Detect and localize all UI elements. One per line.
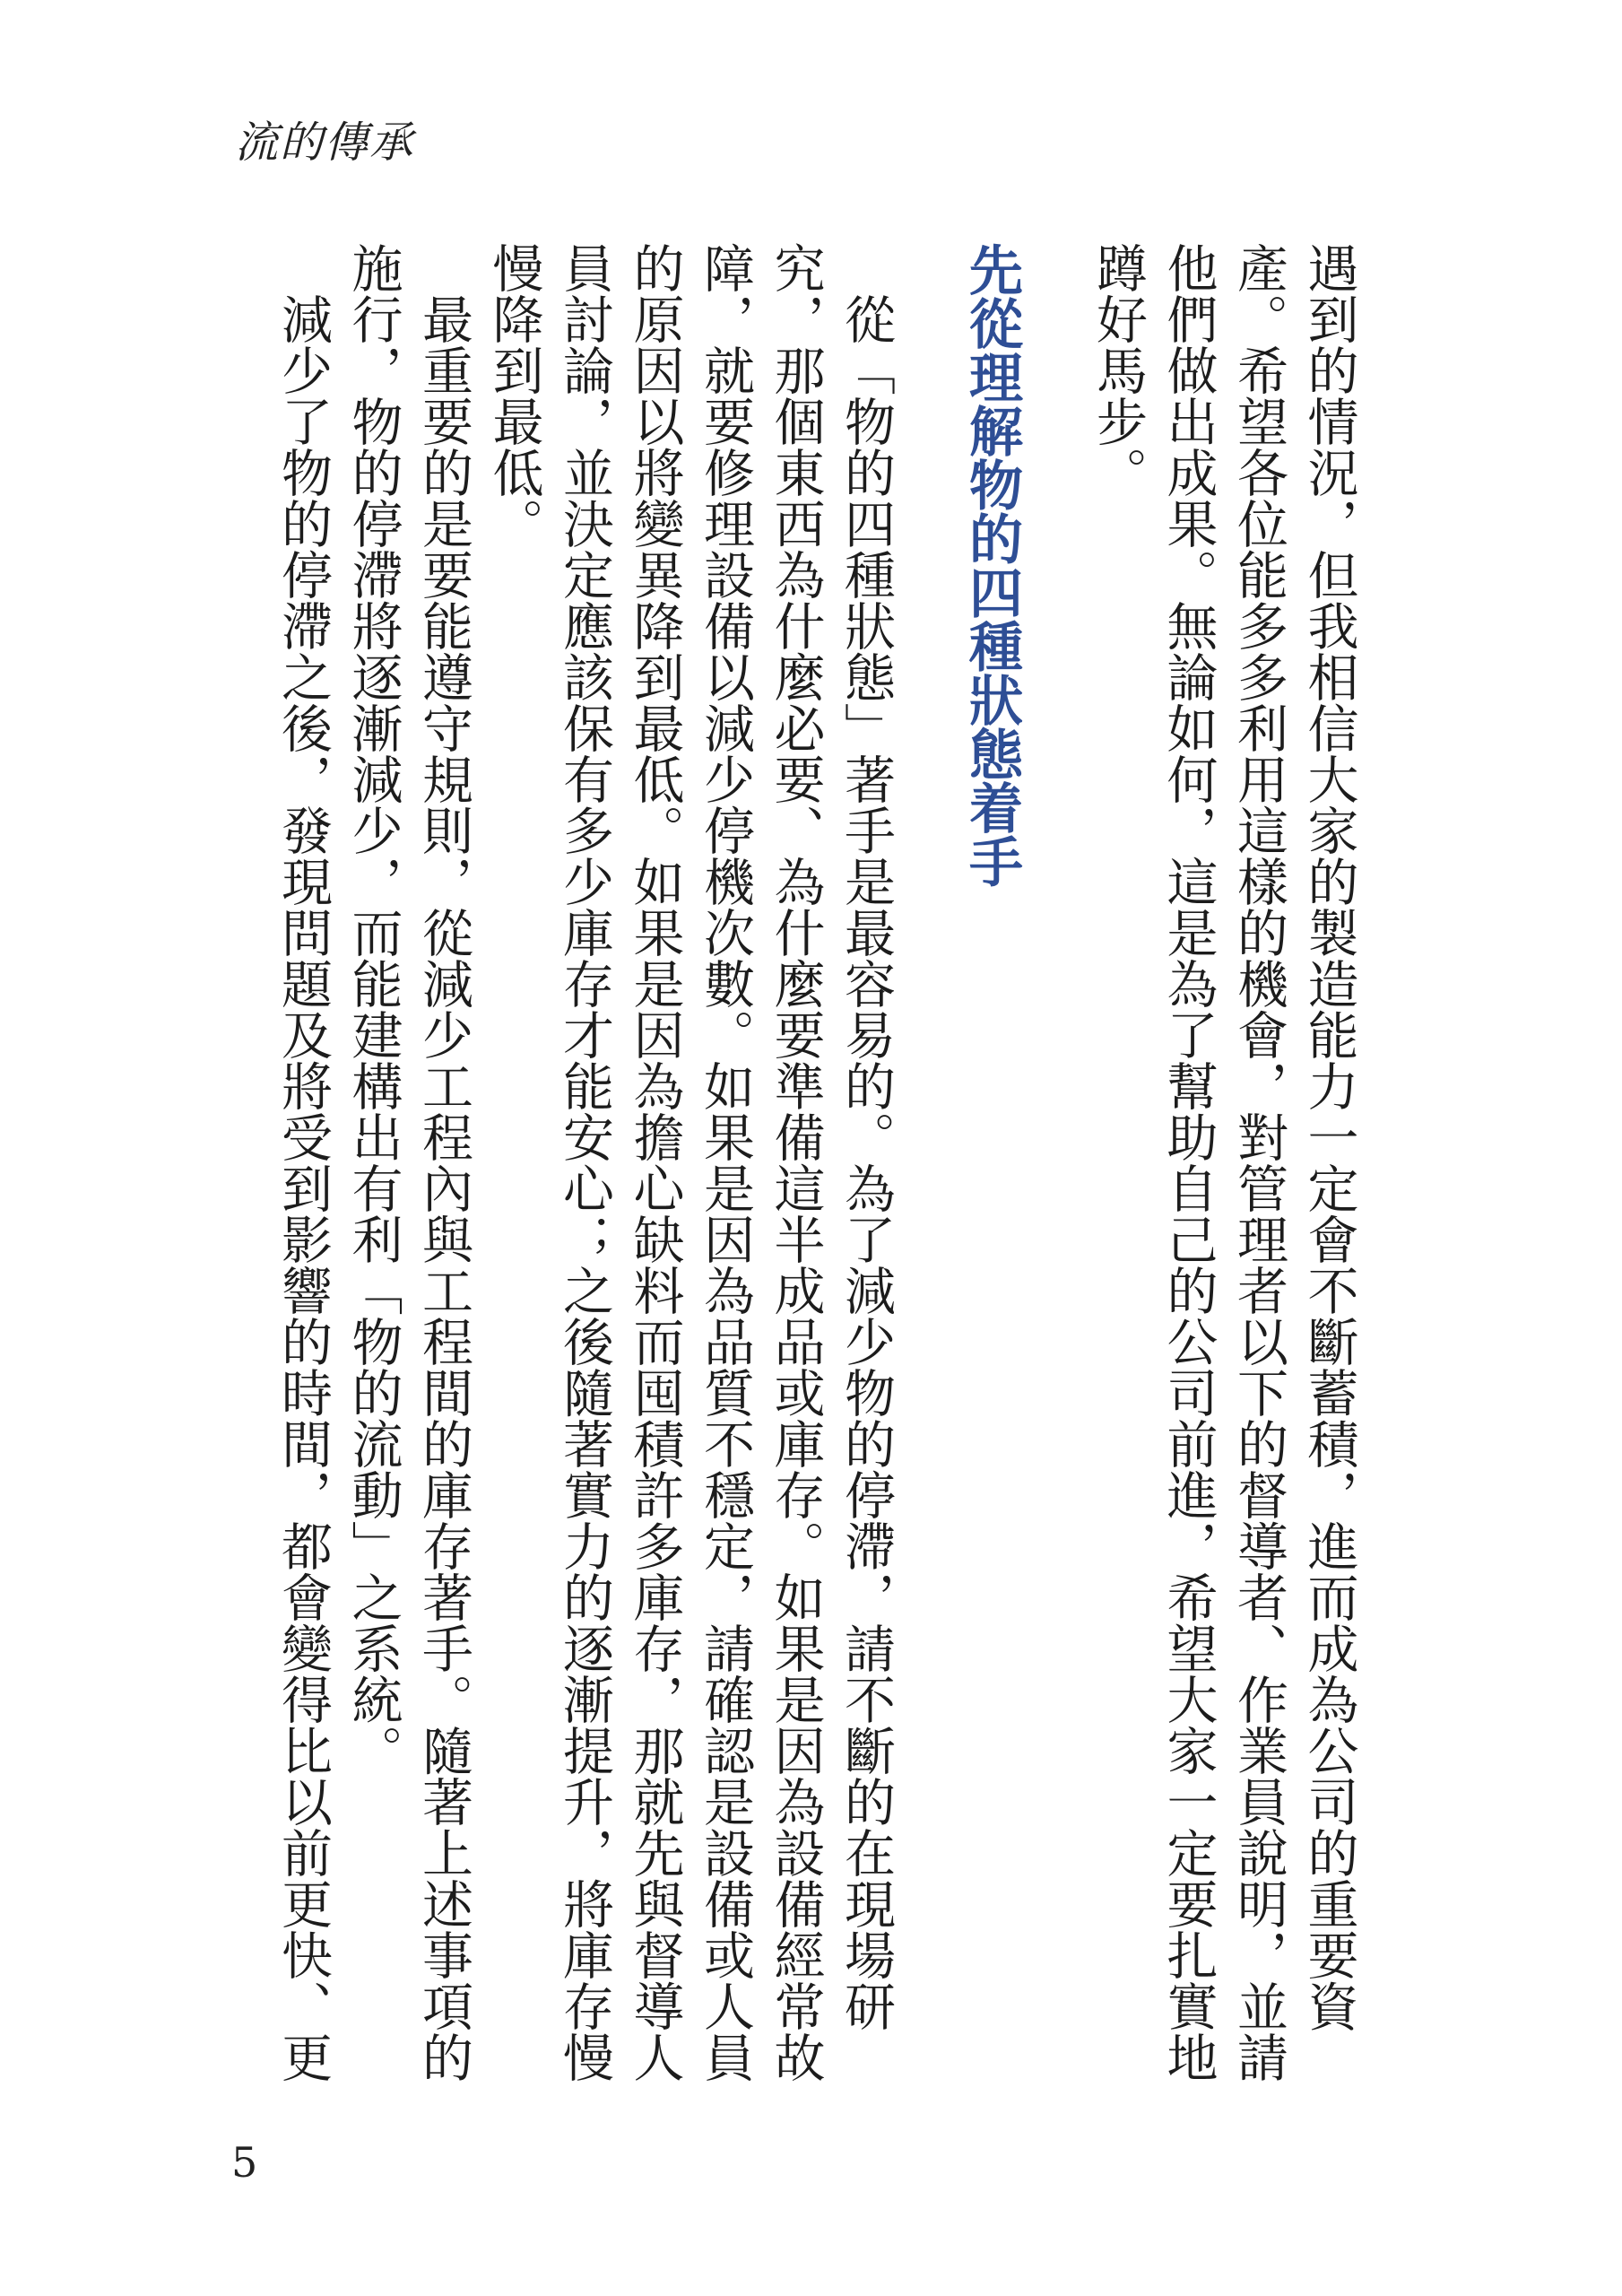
running-header: 流的傳承 (235, 117, 415, 168)
paragraph-2: 從「物的四種狀態」著手是最容易的。為了減少物的停滯，請不斷的在現場研究，那個東西為什麼必要、為什麼要準備這半成品或庫存。如果是因為設備經常故障，就要修理設備以減少停機次數。如果是因為品質不穩定，請確認是設備或人員的原因以將變異降到最低。如果是因為擔心缺料而囤積許多庫存，那就先與督導人員討論，並決定應該保有多少庫存才能安心；之後隨著實力的逐漸提升，將庫存慢慢降到最低。 (484, 242, 896, 2083)
paragraph-3: 最重要的是要能遵守規則，從減少工程內與工程間的庫存著手。隨著上述事項的施行，物的停滯將逐漸減少，而能建構出有利「物的流動」之系統。 (343, 242, 473, 2083)
paragraph-4: 減少了物的停滯之後，發現問題及將受到影響的時間，都會變得比以前更快、更 (273, 293, 333, 2083)
page-number: 5 (231, 2138, 258, 2187)
paragraph-1: 遇到的情況，但我相信大家的製造能力一定會不斷蓄積，進而成為公司的重要資產。希望各位能多多利用這樣的機會，對管理者以下的督導者、作業員說明，並請他們做出成果。無論如何，這是為了幫助自己的公司前進，希望大家一定要扎實地蹲好馬步。 (1088, 242, 1358, 2083)
section-heading: 先從理解物的四種狀態着手 (960, 242, 1023, 888)
body-text (252, 242, 1364, 2099)
